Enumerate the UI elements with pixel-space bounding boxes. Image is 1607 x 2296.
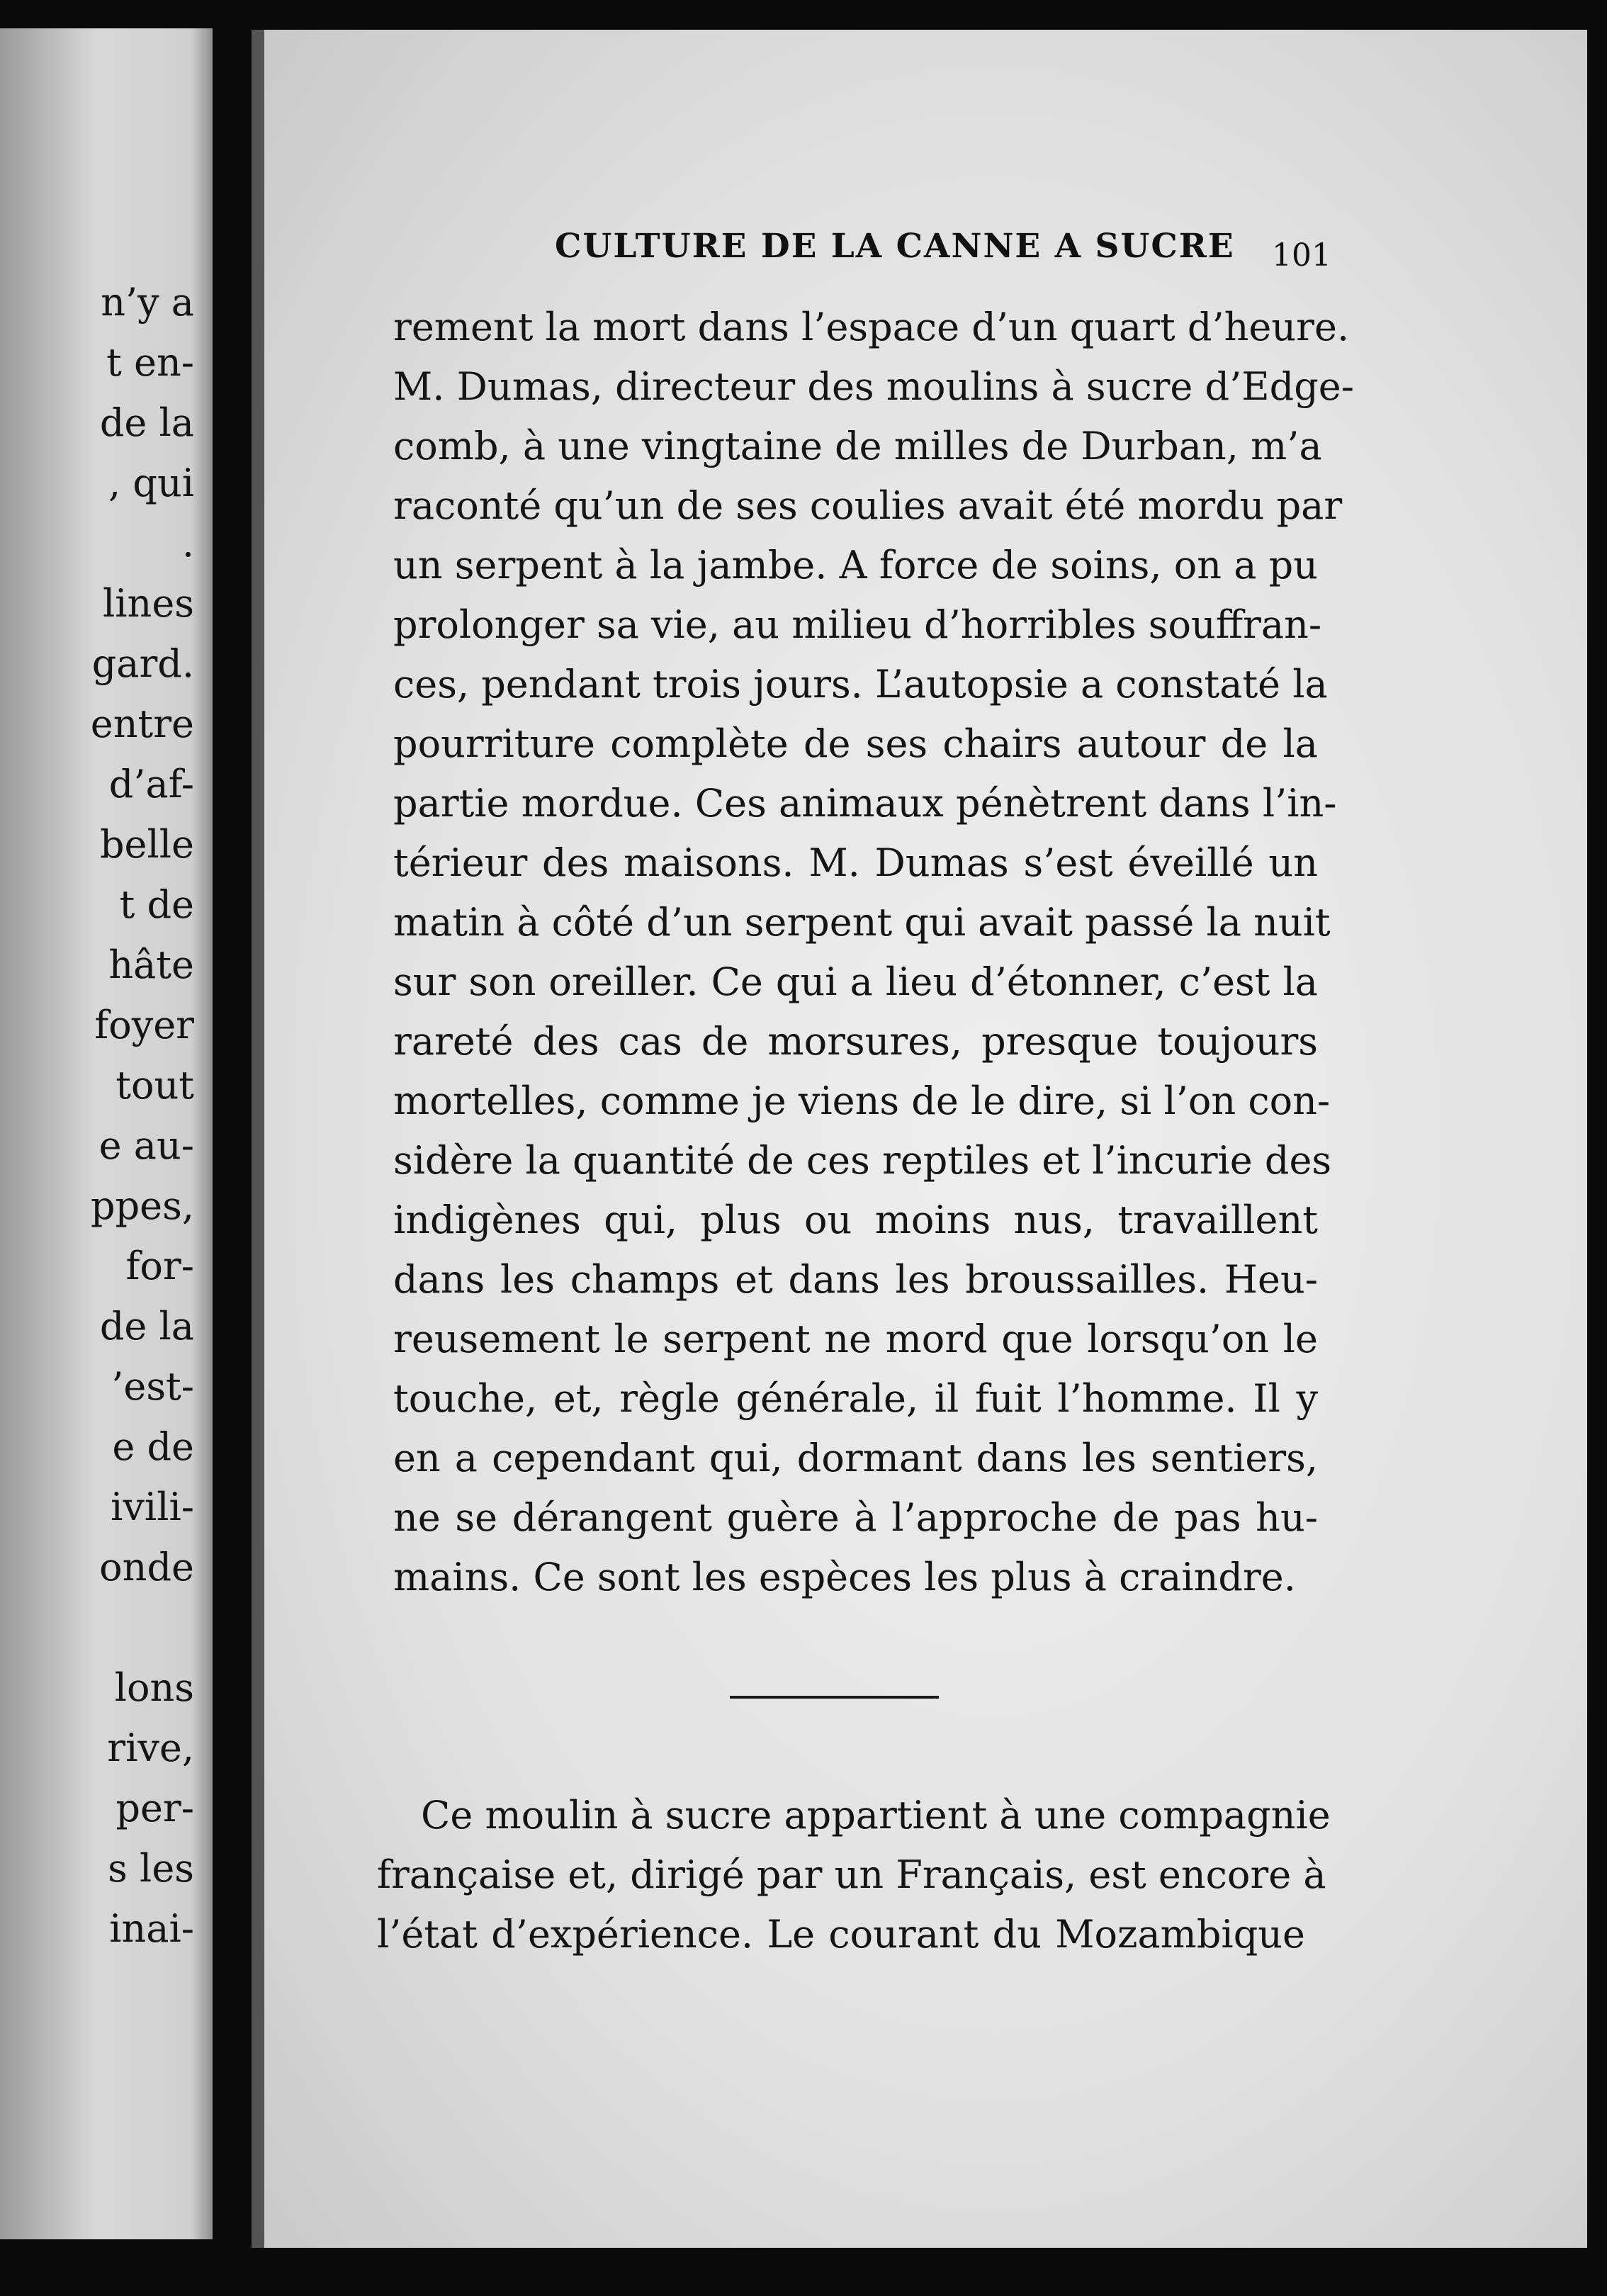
text-line: mains. Ce sont les espèces les plus à craindre. <box>393 1555 1296 1599</box>
facing-page-line: tout <box>115 1063 194 1108</box>
text-line: sidère la quantité de ces reptiles et l’incurie des <box>393 1138 1332 1183</box>
text-line: prolonger sa vie, au milieu d’horribles souffran- <box>393 602 1322 647</box>
body-paragraph <box>377 1786 1331 1964</box>
facing-page-line: onde <box>99 1545 194 1589</box>
section-divider <box>730 1696 939 1699</box>
text-line: un serpent à la jambe. A force de soins, on a pu <box>393 543 1318 587</box>
facing-page-line: e de <box>112 1424 194 1469</box>
text-line: française et, dirigé par un Français, est encore à <box>377 1852 1326 1897</box>
facing-page-line: for- <box>125 1244 194 1288</box>
text-line: ces, pendant trois jours. L’autopsie a constaté la <box>393 662 1328 707</box>
text-line: rement la mort dans l’espace d’un quart d’heure. <box>393 305 1350 349</box>
facing-page-line: gard. <box>91 641 194 686</box>
facing-page-line: lons <box>114 1665 194 1710</box>
text-line: mortelles, comme je viens de le dire, si l’on con- <box>393 1079 1331 1123</box>
text-line: l’état d’expérience. Le courant du Mozambique <box>377 1912 1305 1957</box>
text-line: partie mordue. Ces animaux pénètrent dans l’in- <box>393 781 1337 826</box>
text-line: M. Dumas, directeur des moulins à sucre d’Edge- <box>393 364 1355 409</box>
facing-page-fragment <box>0 28 213 2239</box>
facing-page-line: e au- <box>98 1123 194 1168</box>
facing-page-line: per- <box>115 1786 194 1830</box>
text-line: Ce moulin à sucre appartient à une compagnie <box>421 1793 1331 1838</box>
facing-page-line: de la <box>99 400 194 445</box>
facing-page-line: s les <box>108 1846 194 1891</box>
facing-page-line: d’af- <box>108 762 194 806</box>
text-line: reusement le serpent ne mord que lorsqu’on le <box>393 1317 1318 1361</box>
facing-page-line: , qui <box>108 461 194 505</box>
text-line: pourriture complète de ses chairs autour de la <box>393 721 1318 766</box>
facing-page-line: . <box>181 521 194 565</box>
text-line: ne se dérangent guère à l’approche de pas hu- <box>393 1495 1318 1540</box>
page-number: 101 <box>1272 237 1331 274</box>
facing-page-line: lines <box>103 581 194 626</box>
text-line: sur son oreiller. Ce qui a lieu d’étonner, c’est la <box>393 960 1318 1004</box>
facing-page-line: inai- <box>109 1906 194 1951</box>
text-line: raconté qu’un de ses coulies avait été mordu par <box>393 483 1343 528</box>
facing-page-line: n’y a <box>101 280 194 325</box>
facing-page-line: belle <box>99 822 194 867</box>
facing-page-line: ’est- <box>111 1364 194 1409</box>
facing-page-line: ivili- <box>111 1485 194 1529</box>
facing-page-line: de la <box>99 1304 194 1349</box>
facing-page-line: rive, <box>107 1726 194 1770</box>
text-line: matin à côté d’un serpent qui avait passé la nuit <box>393 900 1331 945</box>
text-line: en a cependant qui, dormant dans les sentiers, <box>393 1436 1318 1480</box>
text-line: rareté des cas de morsures, presque toujours <box>393 1019 1318 1064</box>
facing-page-line: entre <box>90 702 194 746</box>
facing-page-line: ppes, <box>91 1183 194 1228</box>
running-title: CULTURE DE LA CANNE A SUCRE <box>555 227 1235 266</box>
facing-page-line: hâte <box>108 942 194 987</box>
text-line: comb, à une vingtaine de milles de Durban, m’a <box>393 424 1322 468</box>
facing-page-line: t en- <box>106 340 194 385</box>
text-line: touche, et, règle générale, il fuit l’homme. Il y <box>393 1376 1318 1421</box>
body-paragraph <box>393 298 1355 1607</box>
facing-page-line: foyer <box>94 1003 194 1047</box>
text-line: dans les champs et dans les broussailles. Heu- <box>393 1257 1318 1302</box>
facing-page-line: t de <box>119 882 194 927</box>
text-line: térieur des maisons. M. Dumas s’est éveillé un <box>393 840 1318 885</box>
text-line: indigènes qui, plus ou moins nus, travaillent <box>393 1198 1318 1242</box>
